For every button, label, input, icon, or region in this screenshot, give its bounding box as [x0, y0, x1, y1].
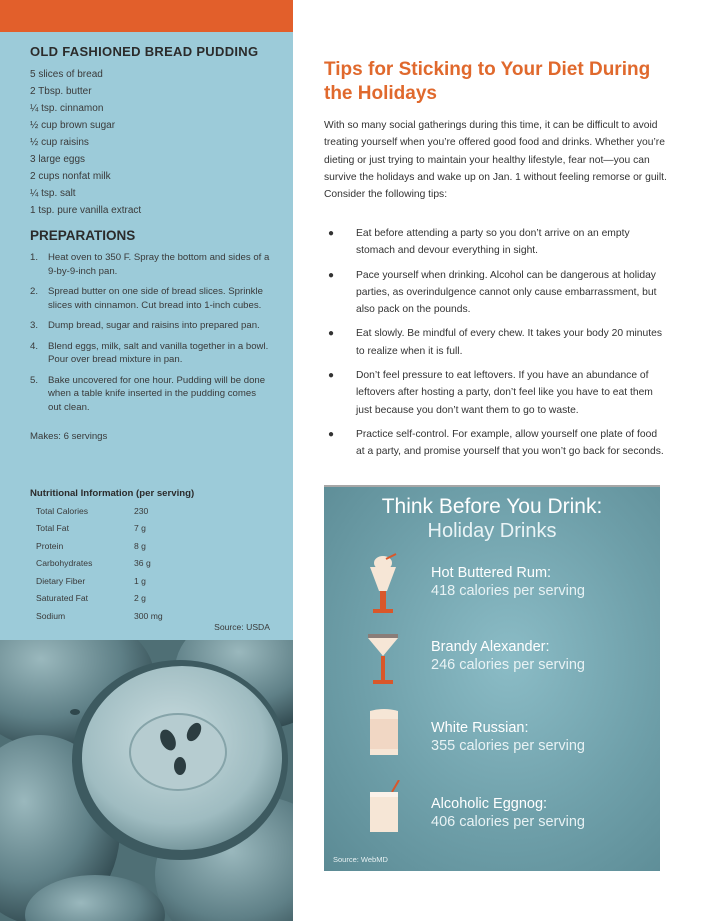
bullet-icon: ● — [328, 370, 335, 382]
bullet-icon: ● — [328, 269, 335, 281]
nutrition-heading: Nutritional Information (per serving) — [30, 488, 195, 499]
drink-calories: 246 calories per serving — [431, 657, 585, 673]
step-text: Spread butter on one side of bread slices. Sprinkle slices with cinnamon. Cut bread into 1-inch cubes. — [48, 286, 263, 311]
nutrition-label: Protein — [36, 540, 64, 551]
nutrition-value: 7 g — [134, 523, 146, 534]
tip-text: Don’t feel pressure to eat leftovers. If you have an abundance of leftovers after hosting a party, don’t feel like you have to eat them just because you don’t want them to go to waste. — [356, 370, 653, 416]
tip-item — [328, 225, 668, 260]
nutrition-label: Saturated Fat — [36, 593, 89, 604]
tips-list — [328, 225, 668, 468]
ingredient-list — [30, 68, 280, 221]
ingredient-item: 1 tsp. pure vanilla extract — [30, 205, 142, 216]
apples-photo — [0, 640, 293, 921]
bullet-icon: ● — [328, 328, 335, 340]
drink-name: Brandy Alexander: — [431, 639, 550, 655]
step-text: Blend eggs, milk, salt and vanilla together in a bowl. Pour over bread mixture in pan. — [48, 340, 269, 365]
nutrition-label: Total Calories — [36, 505, 89, 516]
tip-text: Practice self-control. For example, allow yourself one plate of food at a party, and promise yourself that you won’t go back for seconds. — [356, 428, 664, 458]
infographic-subtitle: Holiday Drinks — [427, 520, 557, 542]
drink-calories: 406 calories per serving — [431, 814, 585, 830]
nutrition-source: Source: USDA — [214, 622, 270, 632]
apples-illustration — [0, 640, 293, 921]
hot-buttered-rum-icon — [358, 553, 408, 617]
nutrition-value: 1 g — [134, 575, 146, 586]
white-russian-icon — [362, 707, 406, 763]
ingredient-item: ½ cup raisins — [30, 137, 89, 148]
tip-item — [328, 325, 668, 360]
step-text: Dump bread, sugar and raisins into prepared pan. — [48, 320, 260, 331]
article-intro: With so many social gatherings during this time, it can be difficult to avoid treating yourself when you’re offered good food and drinks. Whether you’re dieting or just trying to maintain your healthy lifestyle, fear not—you can survive the holidays and wake up on Jan. 1 without feeling remorse or guilt. Consider the following tips: — [324, 120, 667, 201]
step-text: Heat oven to 350 F. Spray the bottom and sides of a 9-by-9-inch pan. — [48, 252, 270, 277]
nutrition-label: Dietary Fiber — [36, 575, 86, 586]
ingredient-item: 2 Tbsp. butter — [30, 86, 92, 97]
infographic-title: Think Before You Drink: — [381, 495, 603, 518]
accent-bar — [0, 0, 293, 32]
nutrition-row — [36, 537, 163, 555]
step-item — [30, 340, 270, 367]
nutrition-label: Carbohydrates — [36, 558, 93, 569]
infographic-source: Source: WebMD — [333, 855, 388, 864]
nutrition-table — [36, 502, 163, 625]
brandy-alexander-icon — [358, 630, 408, 692]
nutrition-row — [36, 590, 163, 608]
eggnog-icon — [362, 780, 408, 840]
drinks-infographic — [324, 487, 660, 871]
drink-name: White Russian: — [431, 720, 529, 736]
tip-item — [328, 267, 668, 319]
step-item — [30, 374, 270, 415]
nutrition-row — [36, 502, 163, 520]
step-item — [30, 319, 270, 333]
step-number: 4. — [30, 340, 39, 352]
step-number: 3. — [30, 320, 39, 331]
drink-name: Hot Buttered Rum: — [431, 565, 552, 581]
step-text: Bake uncovered for one hour. Pudding will be done when a table knife inserted in the pudding comes out clean. — [48, 374, 266, 413]
ingredient-item: ¼ tsp. cinnamon — [30, 103, 104, 114]
tip-text: Eat slowly. Be mindful of every chew. It takes your body 20 minutes to realize when it is full. — [356, 328, 663, 357]
ingredient-item: 5 slices of bread — [30, 69, 103, 80]
step-item — [30, 251, 270, 278]
ingredient-item: 2 cups nonfat milk — [30, 171, 111, 182]
nutrition-label: Total Fat — [36, 523, 69, 534]
tip-text: Eat before attending a party so you don’t arrive on an empty stomach and devour everything in sight. — [356, 228, 630, 257]
ingredient-item: ¼ tsp. salt — [30, 188, 76, 199]
ingredient-item: 3 large eggs — [30, 154, 86, 165]
bullet-icon: ● — [328, 428, 335, 440]
preparations-heading: PREPARATIONS — [30, 228, 136, 243]
step-number: 2. — [30, 286, 39, 297]
nutrition-row — [36, 520, 163, 538]
servings-text: Makes: 6 servings — [30, 431, 108, 442]
tip-text: Pace yourself when drinking. Alcohol can be dangerous at holiday parties, as overindulgence cannot only cause embarrassment, but also pack on the pounds. — [356, 269, 657, 316]
step-item — [30, 285, 270, 312]
drink-name: Alcoholic Eggnog: — [431, 796, 548, 812]
nutrition-label: Sodium — [36, 610, 66, 621]
nutrition-row — [36, 572, 163, 590]
recipe-title: OLD FASHIONED BREAD PUDDING — [30, 44, 259, 59]
bullet-icon: ● — [328, 228, 335, 239]
ingredient-item: ½ cup brown sugar — [30, 120, 116, 131]
nutrition-value: 2 g — [134, 593, 146, 604]
nutrition-value: 230 — [134, 505, 149, 516]
preparation-steps — [30, 251, 270, 421]
tip-item — [328, 367, 668, 419]
drink-calories: 355 calories per serving — [431, 738, 585, 754]
drink-calories: 418 calories per serving — [431, 583, 585, 599]
nutrition-value: 36 g — [134, 558, 151, 569]
tip-item — [328, 426, 668, 461]
article-title: Tips for Sticking to Your Diet During the Holidays — [324, 59, 651, 104]
nutrition-value: 8 g — [134, 540, 146, 551]
nutrition-row — [36, 555, 163, 573]
nutrition-row — [36, 607, 163, 625]
recipe-sidebar — [0, 32, 293, 640]
step-number: 1. — [30, 252, 39, 263]
step-number: 5. — [30, 374, 39, 386]
nutrition-value: 300 mg — [134, 610, 163, 621]
